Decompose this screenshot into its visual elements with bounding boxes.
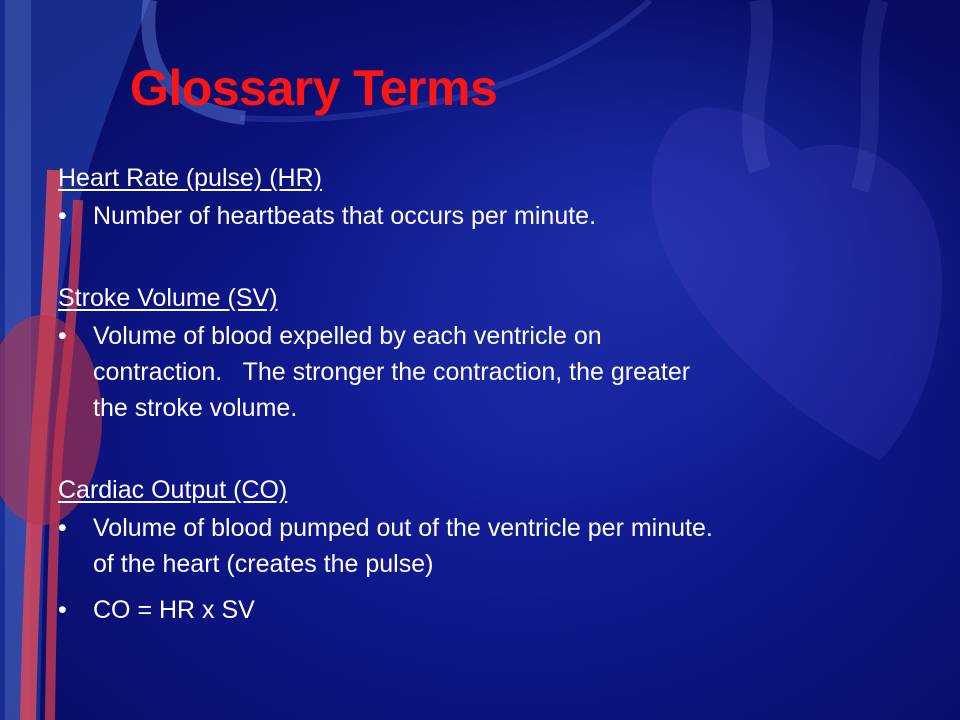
definition-line: Volume of blood expelled by each ventricle on [93, 322, 602, 350]
slide-content [58, 162, 918, 638]
bullet-icon: • [58, 322, 67, 350]
definition-line: contraction. The stronger the contraction, the greater [93, 358, 691, 386]
term-heart-rate: Heart Rate (pulse) (HR) [58, 164, 322, 192]
definition-line: of the heart (creates the pulse) [93, 550, 434, 578]
formula-cardiac-output [58, 592, 918, 628]
bullet-icon: • [58, 514, 67, 542]
slide-title: Glossary Terms [130, 60, 498, 116]
term-cardiac-output: Cardiac Output (CO) [58, 476, 288, 504]
definition-heart-rate [58, 198, 918, 234]
definition-line: Number of heartbeats that occurs per minute. [93, 202, 597, 230]
definition-stroke-volume [58, 318, 918, 426]
bullet-icon: • [58, 596, 67, 624]
definition-line: Volume of blood pumped out of the ventricle per minute. [93, 514, 713, 542]
term-stroke-volume: Stroke Volume (SV) [58, 284, 278, 312]
vessel-right-1 [753, 0, 762, 170]
bullet-icon: • [58, 202, 67, 230]
definition-line: the stroke volume. [93, 394, 298, 422]
definition-cardiac-output [58, 510, 918, 582]
formula-line: CO = HR x SV [93, 596, 255, 624]
